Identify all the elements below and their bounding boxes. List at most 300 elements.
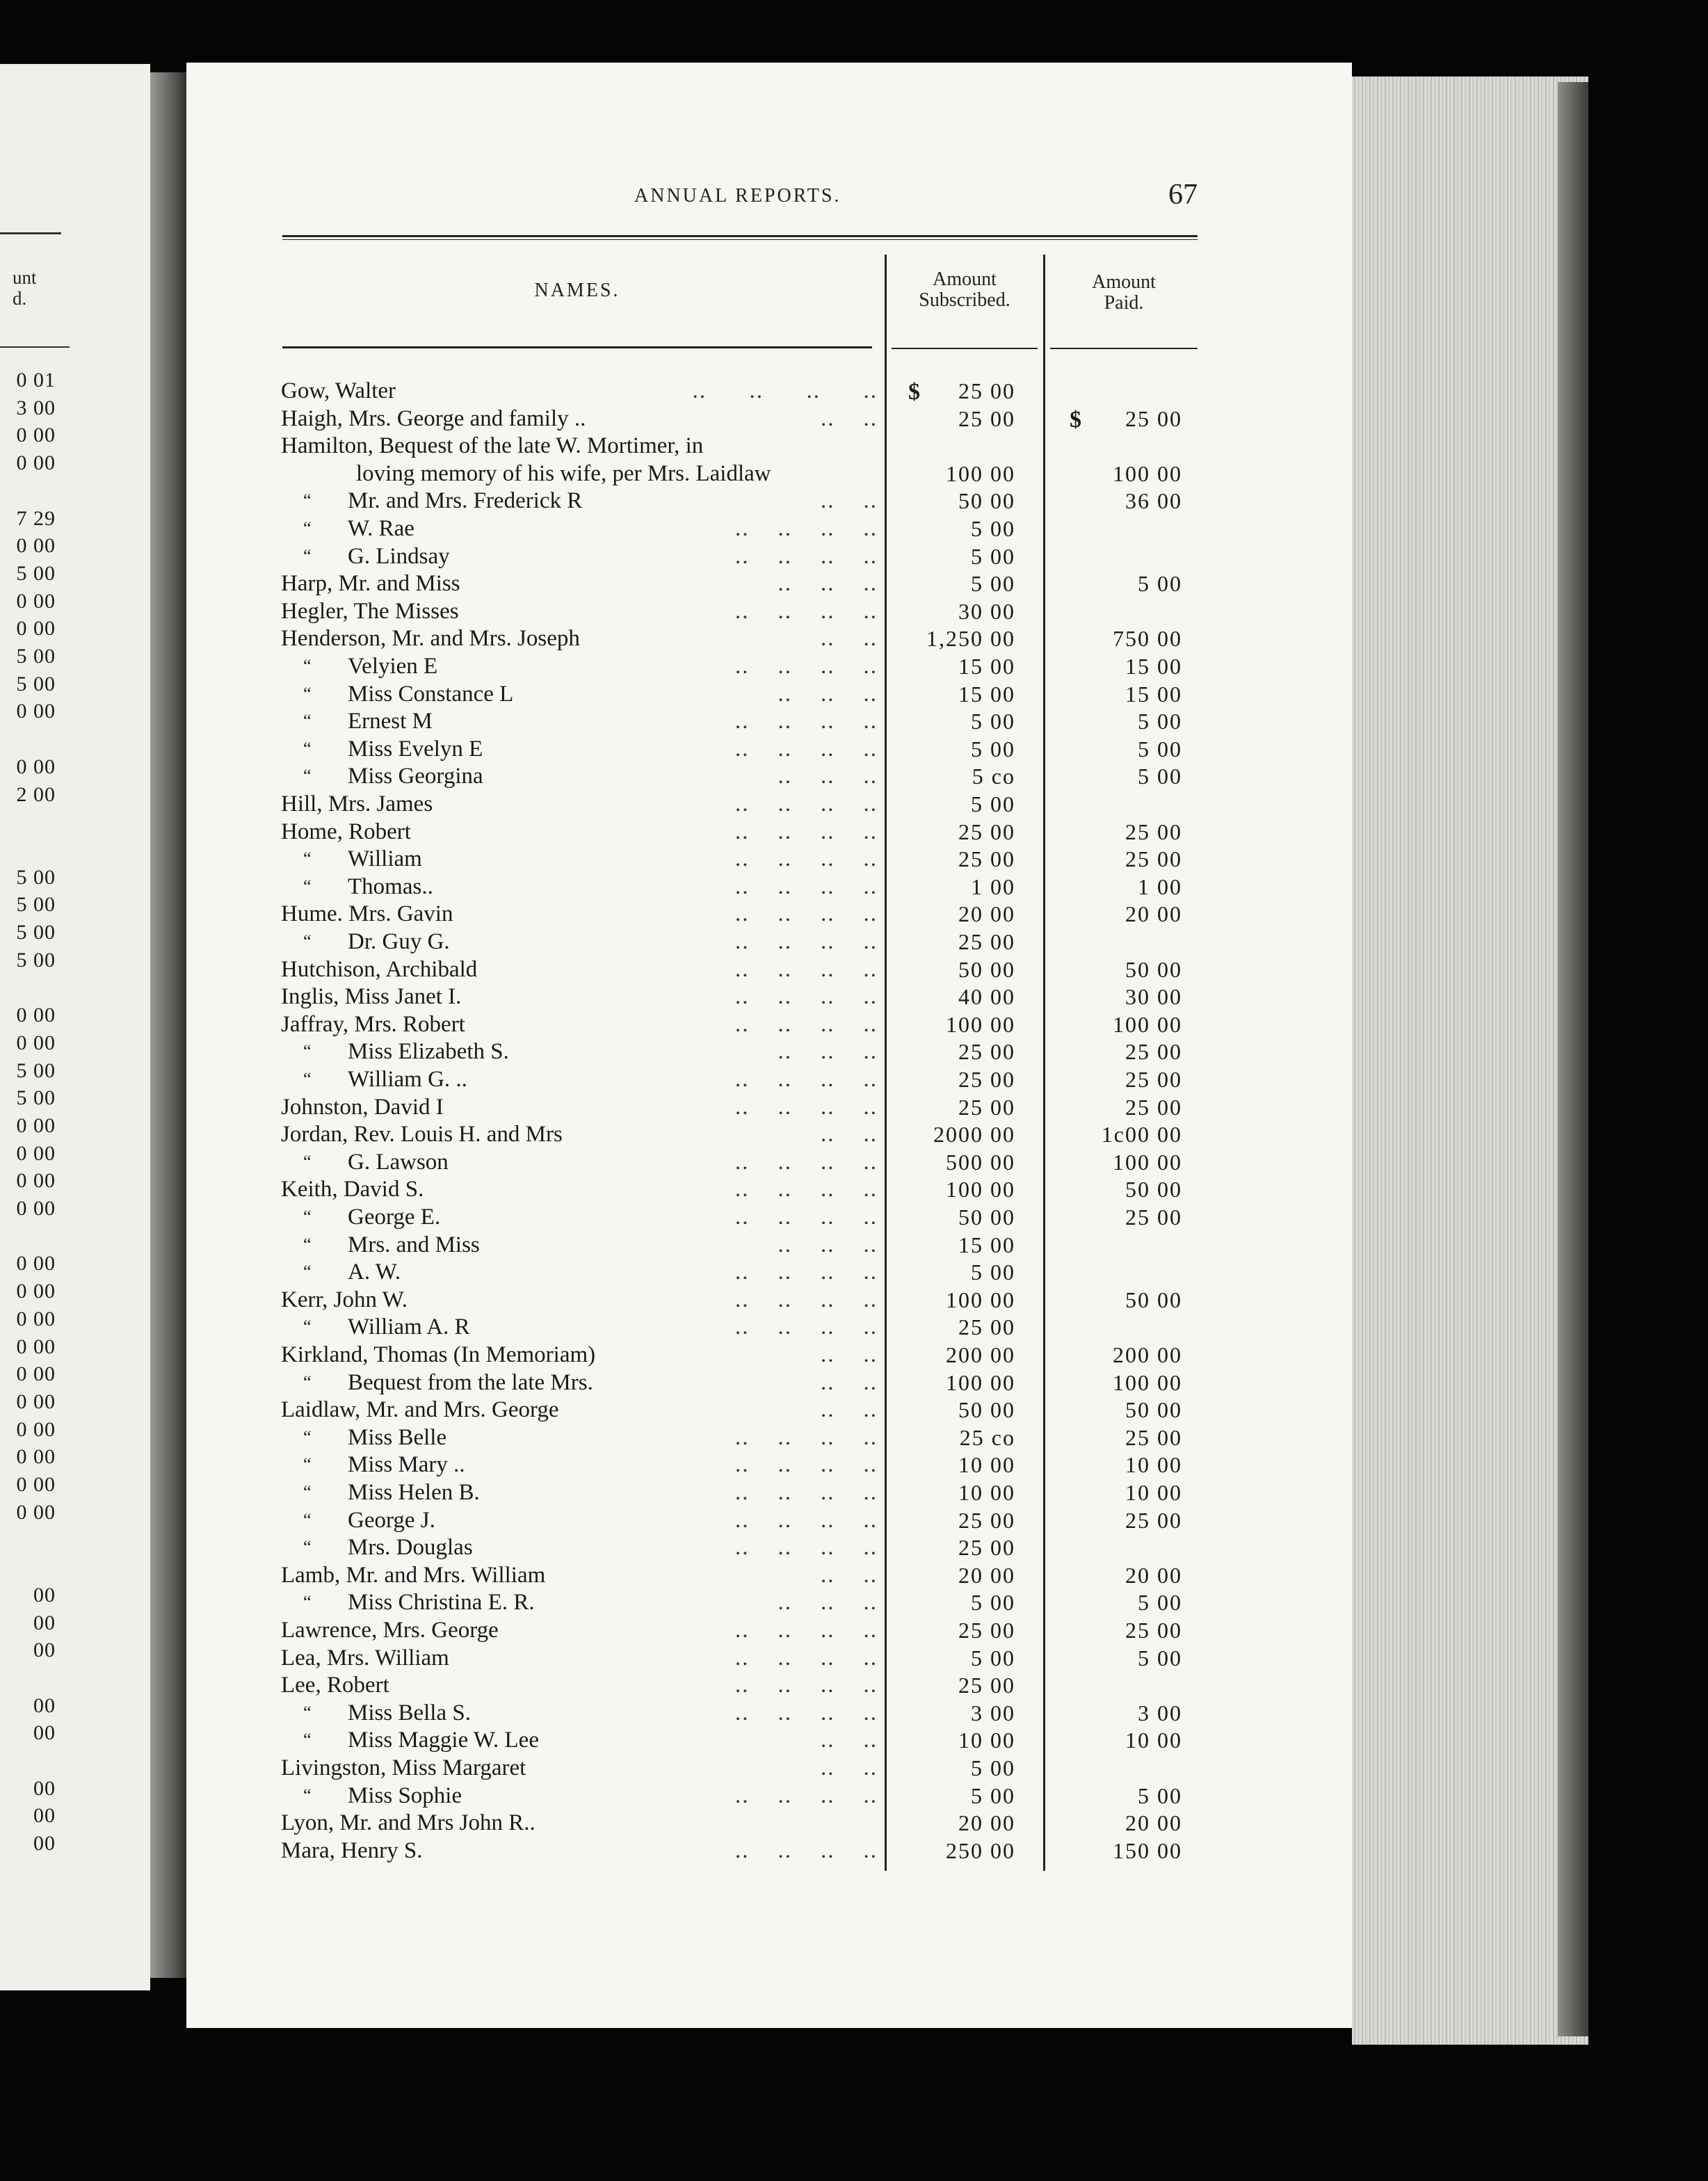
subscriber-name: Miss Maggie W. Lee [348,1728,539,1753]
subscriber-name: Harp, Mr. and Miss [281,571,460,597]
subscription-row [0,1837,1352,1865]
ditto-mark: “ [303,848,312,869]
paid-header-line1: Amount [1092,271,1156,293]
amount-paid: 25 00 [1125,819,1182,844]
leader-dots: .. .. .. [764,1590,878,1616]
leader-dots: .. .. [764,405,878,431]
amount-paid: 20 00 [1125,1810,1182,1836]
leader-dots: .. .. .. .. [720,1452,878,1478]
amount-subscribed: 25 00 [958,1507,1015,1533]
leader-dots: .. .. [792,1562,878,1588]
subscriber-name: Kerr, John W. [281,1287,408,1312]
left-page-amount: 0 00 [16,1362,56,1386]
left-page-amount: 5 00 [16,561,56,585]
leader-dots: .. .. .. .. [735,791,878,816]
subscription-row [0,1038,1352,1065]
subscription-row [0,652,1352,680]
amount-paid: 5 00 [1138,736,1182,762]
amount-paid: 50 00 [1125,956,1182,982]
leader-dots: .. .. .. .. [720,1011,878,1037]
subscription-row [0,1231,1352,1259]
subscriber-name: A. W. [348,1259,401,1285]
currency-symbol-subscribed: $ [908,379,920,405]
amount-subscribed: 50 00 [958,488,1015,514]
ditto-mark: “ [303,711,312,732]
subscriber-name: Miss Christina E. R. [348,1590,535,1616]
subscription-row [0,1011,1352,1038]
subscriber-name: Mara, Henry S. [281,1837,423,1863]
amount-paid: 50 00 [1125,1397,1182,1423]
left-page-amount: 0 00 [16,589,56,613]
left-page-header-line2: d. [13,288,27,309]
subscription-row [0,1754,1352,1782]
amount-paid: 1 00 [1138,874,1182,899]
ditto-mark: “ [303,518,312,538]
leader-dots: .. .. .. [764,764,878,789]
running-title: ANNUAL REPORTS. [634,185,841,207]
left-page-amount: 0 00 [16,1031,56,1054]
amount-paid: 100 00 [1113,1149,1182,1175]
left-page-amount: 3 00 [16,396,56,419]
subscriber-name: Hegler, The Misses [281,598,459,624]
left-page-amount: 0 00 [16,1169,56,1193]
amount-paid: 3 00 [1138,1700,1182,1725]
subscription-row [0,680,1352,708]
subscription-row [0,1258,1352,1286]
leader-dots: .. .. .. .. [720,1259,878,1285]
amount-subscribed: 10 00 [958,1480,1015,1505]
amount-paid: 100 00 [1113,1369,1182,1395]
leader-dots: .. .. .. .. [720,1149,878,1175]
subscriber-name: Inglis, Miss Janet I. [281,984,462,1010]
amount-paid: 10 00 [1125,1452,1182,1478]
leader-dots: .. .. .. .. [735,1782,878,1808]
subscription-row [0,818,1352,846]
leader-dots: .. .. .. .. [720,736,878,762]
amount-subscribed: 25 co [959,1424,1015,1450]
leader-dots: .. .. .. .. [735,1480,878,1505]
subscriber-name: G. Lindsay [348,543,450,569]
amount-paid: 25 00 [1125,1507,1182,1533]
leader-dots: .. .. .. .. [735,1535,878,1561]
ditto-mark: “ [303,1262,312,1282]
ditto-mark: “ [303,1317,312,1337]
amount-subscribed: 10 00 [958,1728,1015,1753]
left-page-amount: 00 [33,1721,56,1745]
amount-subscribed: 50 00 [958,1205,1015,1230]
left-page-amount: 2 00 [16,782,56,806]
amount-paid: 25 00 [1125,405,1182,431]
subscription-row [0,845,1352,873]
left-page-amount: 0 00 [16,1417,56,1441]
amount-subscribed: 25 00 [958,846,1015,872]
amount-paid: 5 00 [1138,1590,1182,1616]
amount-paid: 25 00 [1125,1094,1182,1120]
left-page-amount: 5 00 [16,672,56,695]
paid-header-line2: Paid. [1104,292,1144,314]
subscription-row [0,873,1352,901]
leader-dots: .. .. .. .. [720,516,878,541]
left-page-amount: 0 00 [16,1307,56,1330]
amount-subscribed: 30 00 [958,598,1015,624]
subscription-row [0,1175,1352,1203]
subscription-row [0,487,1352,515]
subscription-row [0,1341,1352,1369]
subscription-row [0,597,1352,625]
subscriber-name: George J. [348,1507,435,1533]
subscription-row [0,1424,1352,1451]
subscribed-header-line2: Subscribed. [919,289,1010,311]
subscription-row [0,1479,1352,1506]
amount-paid: 25 00 [1125,1424,1182,1450]
subscription-row [0,735,1352,763]
ditto-mark: “ [303,1426,312,1447]
subscription-row [0,1065,1352,1093]
leader-dots: .. .. .. .. [720,598,878,624]
amount-subscribed: 250 00 [946,1837,1015,1863]
paid-header-rule [1050,348,1198,349]
subscriber-name: William [348,846,422,872]
subscriber-name: Hume. Mrs. Gavin [281,901,453,927]
ditto-mark: “ [303,1371,312,1392]
ditto-mark: “ [303,1730,312,1751]
subscriber-name: Velyien E [348,654,438,679]
left-page-amount: 0 00 [16,1252,56,1275]
subscription-row [0,405,1352,433]
amount-paid: 50 00 [1125,1287,1182,1312]
leader-dots: .. .. .. .. [735,1507,878,1533]
amount-subscribed: 20 00 [958,901,1015,927]
amount-subscribed: 25 00 [958,1039,1015,1065]
subscriber-name: Miss Sophie [348,1782,462,1808]
subscription-row [0,1782,1352,1810]
subscription-row [0,928,1352,956]
leader-dots: .. .. [792,1122,878,1148]
amount-subscribed: 5 00 [971,543,1015,569]
leader-dots: .. .. .. .. [720,654,878,679]
subscribed-header-line1: Amount [933,268,997,290]
amount-paid: 100 00 [1113,1011,1182,1037]
subscriber-name: George E. [348,1205,441,1230]
amount-subscribed: 100 00 [946,460,1015,486]
subscription-row [0,707,1352,735]
subscription-row [0,1396,1352,1424]
amount-paid: 150 00 [1113,1837,1182,1863]
ditto-mark: “ [303,1069,312,1089]
leader-dots: .. .. [792,1728,878,1753]
amount-subscribed: 5 co [972,764,1015,789]
amount-subscribed: 25 00 [958,1673,1015,1698]
amount-subscribed: 5 00 [971,1755,1015,1780]
leader-dots: .. .. [778,488,878,514]
currency-symbol-paid: $ [1070,407,1081,433]
amount-subscribed: 20 00 [958,1562,1015,1588]
amount-paid: 25 00 [1125,1067,1182,1092]
leader-dots: .. .. .. .. [735,1287,878,1312]
leader-dots: .. .. .. .. [720,1618,878,1643]
subscription-row [0,1506,1352,1534]
amount-subscribed: 5 00 [971,1590,1015,1616]
subscription-row [0,790,1352,818]
subscription-row [0,983,1352,1011]
ditto-mark: “ [303,1151,312,1172]
subscription-row [0,1616,1352,1644]
ditto-mark: “ [303,766,312,787]
amount-subscribed: 5 00 [971,516,1015,541]
left-page-header-line1: unt [13,267,37,288]
subscriber-name: Keith, David S. [281,1177,424,1202]
ditto-mark: “ [303,1592,312,1613]
amount-subscribed: 500 00 [946,1149,1015,1175]
ditto-mark: “ [303,656,312,676]
leader-dots: .. .. .. [764,1232,878,1257]
leader-dots: .. .. .. .. [735,1177,878,1202]
subscriber-name: Miss Evelyn E [348,736,483,762]
subscriber-name: Miss Constance L [348,681,514,707]
subscription-row [0,377,1352,405]
left-page-amount: 0 00 [16,1445,56,1469]
left-page-amount: 0 00 [16,1197,56,1220]
ditto-mark: “ [303,876,312,896]
header-top-rule [282,235,1198,237]
leader-dots: .. .. [792,1369,878,1395]
subscriber-name: Lee, Robert [281,1673,389,1698]
leader-dots: .. .. .. .. [720,1424,878,1450]
amount-subscribed: 25 00 [958,378,1015,403]
amount-subscribed: 50 00 [958,956,1015,982]
amount-subscribed: 20 00 [958,1810,1015,1836]
subscriber-name: loving memory of his wife, per Mrs. Laidlaw [356,460,771,486]
subscriber-name: Johnston, David I [281,1094,444,1120]
subscription-row [0,1120,1352,1148]
ditto-mark: “ [303,1207,312,1227]
leader-dots: .. .. .. [764,681,878,707]
amount-subscribed: 5 00 [971,791,1015,816]
leader-dots: .. .. .. .. [735,984,878,1010]
amount-subscribed: 25 00 [958,1618,1015,1643]
left-page-amount: 0 00 [16,1473,56,1496]
subscriber-name: Lea, Mrs. William [281,1645,449,1671]
ditto-mark: “ [303,683,312,704]
ditto-mark: “ [303,1785,312,1805]
left-page-amount: 00 [33,1804,56,1828]
amount-subscribed: 2000 00 [933,1122,1015,1148]
subscription-row [0,1093,1352,1121]
subscriber-name: Mrs. and Miss [348,1232,480,1257]
subscribed-header-rule [892,348,1038,349]
leader-dots: .. .. .. .. [720,901,878,927]
subscription-row [0,1286,1352,1314]
subscriber-name: Dr. Guy G. [348,929,450,954]
subscription-row [0,762,1352,790]
amount-paid: 25 00 [1125,846,1182,872]
left-page-amount: 0 00 [16,755,56,778]
subscriber-name: Kirkland, Thomas (In Memoriam) [281,1342,596,1367]
left-page-amount: 0 00 [16,424,56,447]
amount-paid: 5 00 [1138,1782,1182,1808]
amount-paid: 25 00 [1125,1039,1182,1065]
left-page-header-rule [0,346,70,348]
subscriber-name: Mr. and Mrs. Frederick R [348,488,583,514]
ditto-mark: “ [303,1482,312,1502]
leader-dots: .. .. .. .. [735,1700,878,1725]
left-page-amount: 0 00 [16,1335,56,1358]
amount-paid: 50 00 [1125,1177,1182,1202]
amount-paid: 5 00 [1138,709,1182,734]
subscription-row [0,956,1352,983]
amount-paid: 10 00 [1125,1728,1182,1753]
subscription-row [0,1588,1352,1616]
amount-paid: 25 00 [1125,1618,1182,1643]
amount-paid: 200 00 [1113,1342,1182,1367]
leader-dots: .. .. .. .. [720,819,878,844]
left-page-amount: 00 [33,1611,56,1634]
left-page-amount: 5 00 [16,865,56,889]
ditto-mark: “ [303,1702,312,1723]
leader-dots: .. .. .. .. [720,543,878,569]
leader-dots: .. .. [792,1755,878,1780]
amount-paid: 5 00 [1138,1645,1182,1671]
amount-paid: 100 00 [1113,460,1182,486]
amount-paid: 15 00 [1125,654,1182,679]
subscriber-name: Miss Mary .. [348,1452,465,1478]
leader-dots: .. .. .. .. [720,929,878,954]
left-page-amount: 5 00 [16,1086,56,1110]
leader-dots: .. .. .. .. [720,1837,878,1863]
subscription-row [0,515,1352,542]
leader-dots: .. .. [792,1397,878,1423]
ditto-mark: “ [303,490,312,511]
amount-subscribed: 100 00 [946,1287,1015,1312]
amount-subscribed: 40 00 [958,984,1015,1010]
subscriber-name: Hamilton, Bequest of the late W. Mortimer, in [281,433,704,459]
subscriber-name: Lawrence, Mrs. George [281,1618,499,1643]
left-page-amount: 5 00 [16,948,56,972]
left-page-amount: 00 [33,1639,56,1662]
subscriber-name: Bequest from the late Mrs. [348,1369,593,1395]
ditto-mark: “ [303,1041,312,1062]
ditto-mark: “ [303,545,312,566]
left-page-amount: 0 00 [16,1113,56,1137]
amount-paid: 10 00 [1125,1480,1182,1505]
subscriber-name: Miss Elizabeth S. [348,1039,509,1065]
left-page-amount: 5 00 [16,645,56,668]
left-page-amount: 5 00 [16,893,56,917]
amount-subscribed: 15 00 [958,654,1015,679]
subscriber-name: Home, Robert [281,819,411,844]
subscriber-name: Hutchison, Archibald [281,956,478,982]
subscriber-name: W. Rae [348,516,414,541]
subscriber-name: Jordan, Rev. Louis H. and Mrs [281,1122,563,1148]
left-page-amount: 5 00 [16,921,56,944]
left-page-amount: 0 00 [16,1141,56,1165]
subscription-row [0,1369,1352,1397]
subscription-row [0,900,1352,928]
leader-dots: .. .. .. [749,571,878,597]
amount-subscribed: 15 00 [958,681,1015,707]
subscriber-name: Livingston, Miss Margaret [281,1755,526,1780]
amount-subscribed: 100 00 [946,1011,1015,1037]
subscriber-name: Miss Bella S. [348,1700,471,1725]
subscription-row [0,460,1352,488]
subscription-row [0,542,1352,570]
subscriber-name: Miss Belle [348,1424,447,1450]
amount-subscribed: 10 00 [958,1452,1015,1478]
left-page-amount: 5 00 [16,1059,56,1082]
leader-dots: .. .. .. .. [720,1673,878,1698]
subscriber-name: Laidlaw, Mr. and Mrs. George [281,1397,559,1423]
subscriber-name: Hill, Mrs. James [281,791,433,816]
amount-subscribed: 25 00 [958,1314,1015,1340]
amount-subscribed: 5 00 [971,736,1015,762]
left-page-amount: 00 [33,1583,56,1607]
ditto-mark: “ [303,931,312,951]
subscription-row [0,432,1352,460]
leader-dots: .. .. .. [764,1039,878,1065]
subscription-row [0,1671,1352,1699]
ditto-mark: “ [303,1234,312,1255]
leader-dots: .. .. [792,626,878,652]
amount-paid: 750 00 [1113,626,1182,652]
subscription-row [0,1313,1352,1341]
amount-subscribed: 25 00 [958,405,1015,431]
left-page-amount: 00 [33,1832,56,1856]
subscription-row [0,1451,1352,1479]
amount-subscribed: 15 00 [958,1232,1015,1257]
left-page-amount: 0 00 [16,1004,56,1027]
leader-dots: .. .. .. .. [692,378,878,403]
subscription-row [0,570,1352,597]
subscription-row [0,1203,1352,1231]
left-page-amount: 0 00 [16,534,56,558]
subscriber-name: William G. .. [348,1067,467,1092]
subscription-row [0,1809,1352,1837]
leader-dots: .. .. [792,1342,878,1367]
leader-dots: .. .. .. .. [720,709,878,734]
subscriber-name: Ernest M [348,709,433,734]
amount-subscribed: 5 00 [971,1782,1015,1808]
book-page-edges [1352,77,1588,2045]
amount-subscribed: 5 00 [971,709,1015,734]
header-top-rule-thin [282,239,1198,240]
subscriber-name: Henderson, Mr. and Mrs. Joseph [281,626,580,652]
left-page-amount: 0 00 [16,617,56,641]
leader-dots: .. .. .. .. [720,1205,878,1230]
left-page-amount: 0 00 [16,1280,56,1303]
left-page-amount: 0 00 [16,1500,56,1524]
leader-dots: .. .. .. .. [720,1067,878,1092]
book-spine-shadow [1558,82,1588,2036]
amount-subscribed: 25 00 [958,1094,1015,1120]
ditto-mark: “ [303,1454,312,1475]
amount-subscribed: 1 00 [971,874,1015,899]
leader-dots: .. .. .. .. [720,1094,878,1120]
amount-subscribed: 3 00 [971,1700,1015,1725]
names-header-rule [282,346,872,348]
leader-dots: .. .. .. .. [735,1645,878,1671]
subscriber-name: Thomas.. [348,874,433,899]
left-page-amount: 0 00 [16,1390,56,1413]
subscriber-name: William A. R [348,1314,470,1340]
subscriber-name: Jaffray, Mrs. Robert [281,1011,465,1037]
amount-subscribed: 25 00 [958,929,1015,954]
subscriber-name: Miss Georgina [348,764,483,789]
amount-subscribed: 100 00 [946,1369,1015,1395]
subscription-row [0,625,1352,652]
ditto-mark: “ [303,738,312,759]
names-column-header: NAMES. [534,280,620,301]
left-page-amount: 00 [33,1693,56,1717]
